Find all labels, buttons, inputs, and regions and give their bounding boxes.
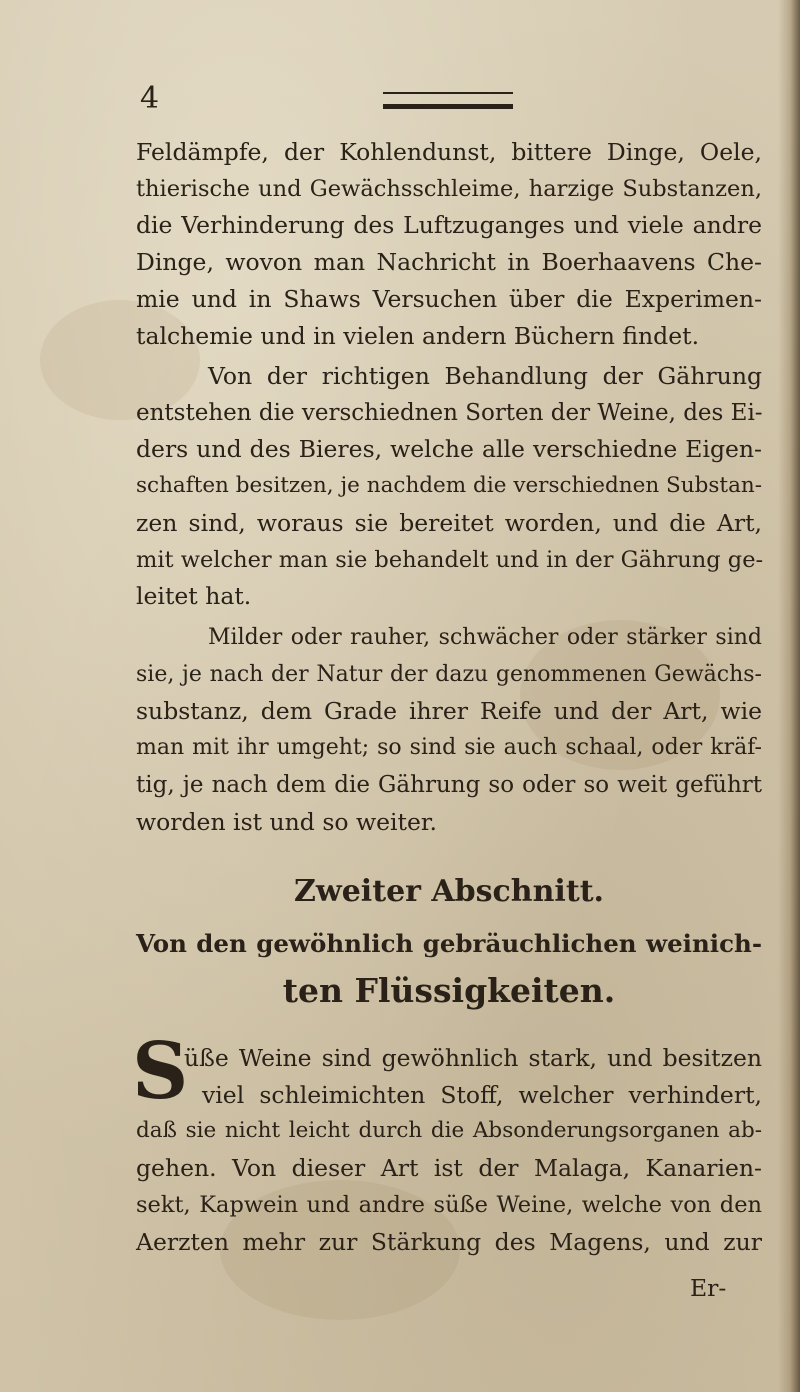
section-heading — [136, 920, 762, 1014]
text-line: talchemie und in vielen andern Büchern findet. — [136, 321, 700, 350]
paragraph-3 — [136, 620, 762, 840]
drop-cap: S — [132, 1026, 189, 1117]
header-rule — [383, 92, 513, 109]
text-line: Milder oder rauher, schwächer oder stärker sind — [208, 625, 762, 650]
catchword: Er- — [690, 1274, 727, 1302]
text-line: worden ist und so weiter. — [136, 807, 438, 836]
text-line: schaften besitzen, je nachdem die verschiednen Substan- — [136, 473, 762, 499]
text-line: viel schleimichten Stoff, welcher verhindert, — [202, 1080, 762, 1109]
text-line: sie, je nach der Natur der dazu genommenen Gewächs- — [136, 661, 762, 687]
text-line: mie und in Shaws Versuchen über die Experimen- — [136, 284, 762, 313]
text-line: Feldämpfe, der Kohlendunst, bittere Dinge, Oele, — [136, 138, 762, 166]
text-line: gehen. Von dieser Art ist der Malaga, Kanarien- — [136, 1154, 762, 1183]
text-line: daß sie nicht leicht durch die Absonderungsorganen ab- — [136, 1118, 762, 1144]
text-line: üße Weine sind gewöhnlich stark, und besitzen — [184, 1044, 762, 1072]
text-line: substanz, dem Grade ihrer Reife und der Art, wie — [136, 697, 762, 726]
text-line: Aerzten mehr zur Stärkung des Magens, und zur — [136, 1227, 762, 1256]
text-line: thierische und Gewächsschleime, harzige Substanzen, — [136, 175, 762, 202]
text-line: tig, je nach dem die Gährung so oder so weit geführt — [136, 771, 762, 798]
text-line: ders und des Bieres, welche alle verschiedne Eigen- — [136, 435, 762, 464]
text-line: entstehen die verschiednen Sorten der Weine, des Ei- — [136, 399, 763, 426]
paragraph-1 — [136, 134, 762, 354]
text-line: Dinge, wovon man Nachricht in Boerhaavens Che- — [136, 248, 762, 277]
paragraph-4 — [136, 1040, 762, 1260]
page-number: 4 — [140, 81, 160, 116]
heading-line: ten Flüssigkeiten. — [282, 971, 616, 1010]
text-line: sekt, Kapwein und andre süße Weine, welche von den — [136, 1191, 762, 1218]
text-line: mit welcher man sie behandelt und in der Gährung ge- — [136, 546, 764, 573]
section-title: Zweiter Abschnitt. — [294, 874, 604, 909]
text-line: leitet hat. — [136, 582, 252, 611]
text-line: die Verhinderung des Luftzuganges und viele andre — [136, 211, 762, 240]
text-line: Von der richtigen Behandlung der Gährung — [208, 362, 762, 390]
page-edge-shadow — [778, 0, 800, 1392]
heading-line: Von den gewöhnlich gebräuchlichen weinich- — [136, 929, 762, 958]
text-line: man mit ihr umgeht; so sind sie auch schaal, oder kräf- — [136, 735, 762, 761]
text-line: zen sind, woraus sie bereitet worden, und die Art, — [136, 508, 762, 537]
paragraph-2 — [136, 358, 762, 615]
